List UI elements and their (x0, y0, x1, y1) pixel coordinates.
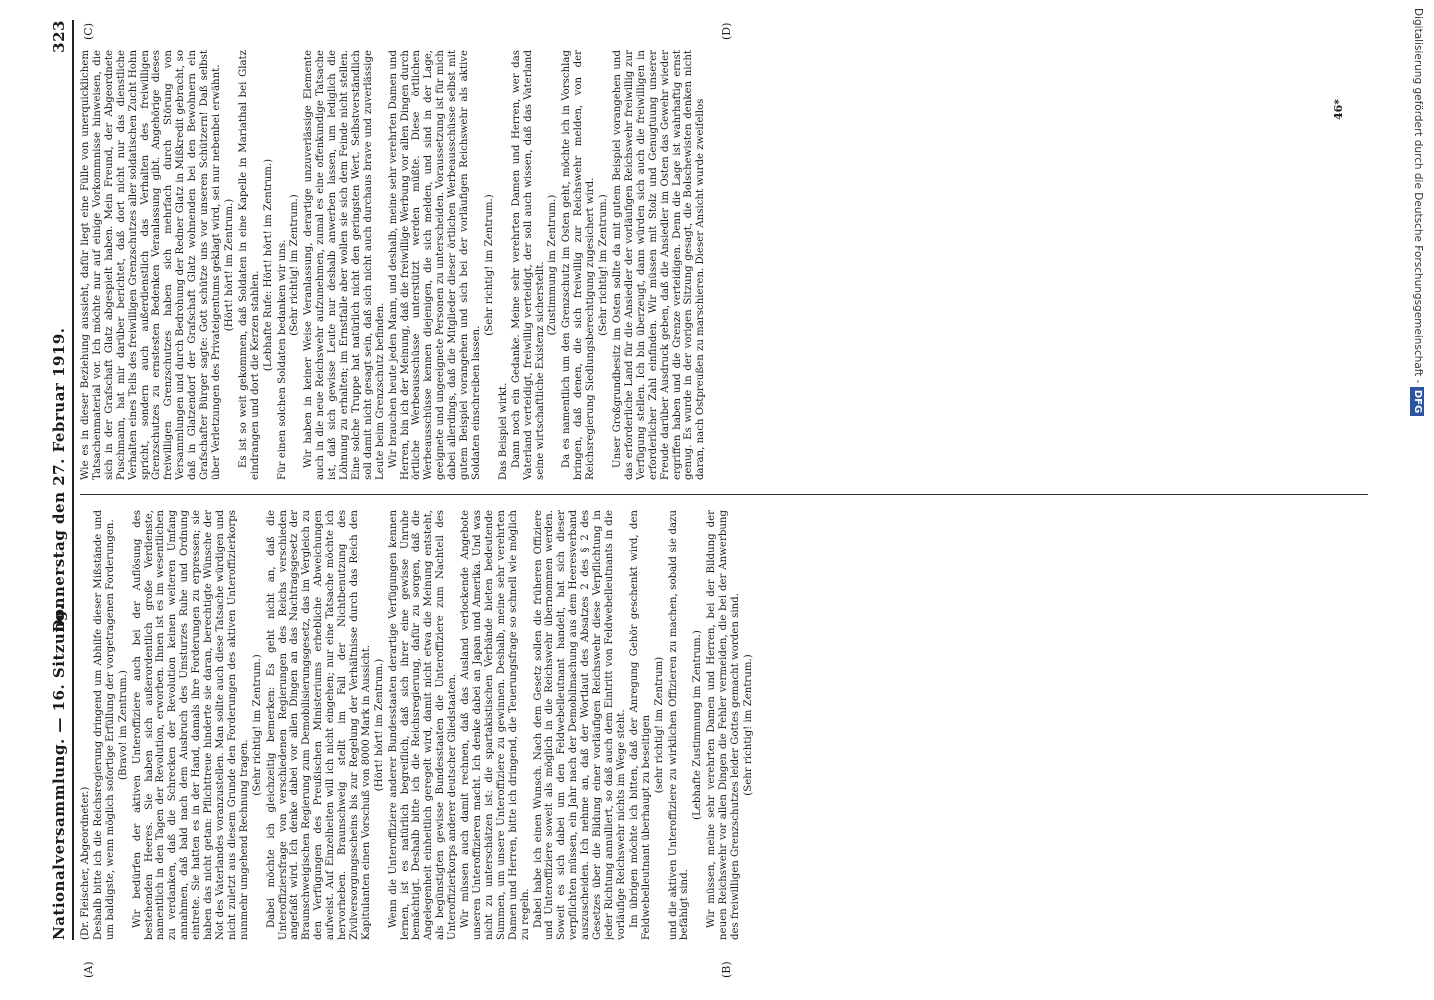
page-number: 323 (50, 20, 68, 53)
paragraph: Wir müssen auch damit rechnen, daß das Ausland verlockende Angebote unseren Unteroffizieren macht. Ich denke dabei an Japan und Amerika. Und was nicht zu unterschätzen ist: die spartakistischen Verbände bieten bedeutende Summen, um unsere Unteroffiziere zu gewinnen. Deshalb, meine sehr verehrten Damen und Herren, bitte ich dringend, die Teuerungsfrage so schnell wie möglich zu regeln. (460, 510, 531, 940)
interjection: (Zustimmung im Zentrum.) (547, 194, 559, 336)
interjection: (Sehr richtig! im Zentrum.) (483, 194, 495, 336)
stamp-text: Digitalisierung gefördert durch die Deutsche Forschungsgemeinschaft - (1412, 8, 1424, 384)
paragraph: (Dr. Fleischer, Abgeordneter.) (80, 786, 91, 940)
interjection: (Sehr richtig! im Zentrum.) (598, 194, 610, 336)
paragraph: Im übrigen möchte ich bitten, daß der Anregung Gehör geschenkt wird, den Feldwebelleutnant überhaupt zu beseitigen (628, 510, 652, 940)
paragraph: Dabei habe ich einen Wunsch. Nach dem Gesetz sollen die früheren Offiziere und Unteroffiziere soweit als möglich in die Reichswehr übernommen werden. Soweit es sich dabei um den Feldwebelleutnant handelt, hat sich dieser verpflichten müssen, ein Jahr nach der Demobilmachung aus dem Heeresverband auszuscheiden. Ich nehme an, daß der Wortlaut des Absatzes 2 des § 2 des Gesetzes über die Bildung einer vorläufigen Reichswehr diese Verpflichtung in jeder Richtung annulliert, so daß auch dem Eintritt von Feldwebelleutnants in die vorläufige Reichswehr nichts im Wege steht. (532, 510, 627, 940)
interjection: (Lebhafte Zustimmung im Zentrum.) (692, 630, 704, 820)
paragraph: Unser Großgrundbesitz im Osten sollte da mit gutem Beispiel vorangehen und das erforderliche Land für die Ansiedler der vorläufigen Reichswehr freiwillig zur Verfügung stellen. Ich bin überzeugt, dann würden sich auch die freiwilligen in erforderlicher Zahl einfinden. Wir müssen mit Stolz und Genugtuung unserer Freude darüber Ausdruck geben, daß die Ansiedler im Osten das Gewehr wieder ergriffen haben und die Grenze verteidigen. Denn die Lage ist wahrhaftig ernst genug. Es wurde in der vorigen Sitzung gesagt, die Bolschewisten denken nicht daran, nach Ostpreußen zu marschieren. Dieser Ansicht wurde zweifellos (611, 50, 707, 480)
margin-marker-a: (A) (82, 961, 95, 978)
digitization-stamp (1405, 8, 1431, 996)
paragraph: Es ist so weit gekommen, daß Soldaten in eine Kapelle in Mariathal bei Glatz eindrangen und dort die Kerzen stahlen. (237, 50, 261, 480)
page-header (50, 20, 74, 940)
interjection: (Hört! hört! im Zentrum.) (223, 198, 235, 332)
paragraph: Wie es in dieser Beziehung aussieht, dafür liegt eine Fülle von unerquicklichem Tatsachenmaterial vor. Ich möchte nur auf einige Vorkommnisse hinweisen, die sich in der Grafschaft Glatz abgespielt haben. Mein Freund, der Abgeordnete Puschmann, hat mir darüber berichtet, daß dort nicht nur das dienstliche Verhalten eines Teils des freiwilligen Grenzschutzes aller soldatischen Zucht Hohn spricht, sondern auch außerdienstlich das Verhalten des freiwilligen Grenzschutzes zu ernstesten Bedenken Veranlassung gibt. Angehörige dieses freiwilligen Grenzschutzes haben sich mehrfach durch Störung von Versammlungen und durch Bedrohung der Redner Glatz in Mißkredit gebracht, so daß in Glatzendorf der Grafschaft Glatz wohnenden bei den Bewohnern ein Grafschafter Bürger sagte: Gott schütze uns vor unseren Schützern! Daß selbst über Verletzungen des Privateigentums geklagt wird, sei nur nebenbei erwähnt. (80, 50, 222, 480)
paragraph: und die aktiven Unteroffiziere zu wirklichen Offizieren zu machen, sobald sie dazu befähigt sind. (667, 510, 691, 940)
header-date: Donnerstag den 27. Februar 1919. (50, 327, 68, 633)
paragraph: Wir haben in keiner Weise Veranlassung, derartige unzuverlässige Elemente auch in die neue Reichswehr aufzunehmen, zumal es eine offenkundige Tatsache ist, daß sich gewisse Leute nur deshalb anwerben lassen, um lediglich die Löhnung zu erhalten; im Ernstfalle aber wollen sie sich dem Feinde nicht stellen. Eine solche Truppe hat natürlich nicht den geringsten Wert. Selbstverständlich soll damit nicht gesagt sein, daß sich nicht auch durchaus brave und zuverlässige Leute beim Grenzschutz befinden. (303, 50, 386, 480)
paragraph: Wenn die Unteroffiziere anderer Bundesstaaten derartige Verfügungen kennen lernen, ist es natürlich begreiflich, daß sich ihrer eine gewisse Unruhe bemächtigt. Deshalb bitte ich die Reichsregierung, dafür zu sorgen, daß die Angelegenheit einheitlich geregelt wird, damit nicht etwa die Meinung entsteht, als begünstigten gewisse Bundesstaaten die Unteroffiziere zum Nachteil des Unteroffizierkorps anderer deutscher Gliedstaaten. (387, 510, 459, 940)
signature-mark: 46* (1332, 98, 1345, 120)
paragraph: Für einen solchen Soldaten bedanken wir uns. (276, 239, 288, 480)
interjection: (Lebhafte Rufe: Hört! hört! im Zentrum.) (262, 158, 274, 372)
interjection: (Sehr richtig! im Zentrum.) (289, 194, 301, 336)
interjection: (Sehr richtig! im Zentrum.) (742, 654, 754, 796)
left-column (80, 510, 1370, 940)
header-left: Nationalversammlung. — 16. Sitzung. (50, 604, 68, 940)
paragraph: Dann noch ein Gedanke. Meine sehr verehrten Damen und Herren, wer das Vaterland verteidigt, freiwillig verteidigt, der soll auch wissen, daß das Vaterland seine wirtschaftliche Existenz sicherstellt. (510, 50, 546, 480)
dfg-logo: DFG (1410, 387, 1424, 416)
interjection: (Hört! hört! im Zentrum.) (373, 658, 385, 792)
paragraph: Da es namentlich um den Grenzschutz im Osten geht, möchte ich in Vorschlag bringen, daß denen, die sich freiwillig zur Reichswehr melden, von der Reichsregierung Siedlungsberechtigung zugesichert wird. (561, 50, 597, 480)
margin-marker-b: (B) (720, 961, 733, 978)
interjection: (sehr richtig! im Zentrum) (653, 656, 665, 794)
paragraph: Wir müssen, meine sehr verehrten Damen und Herren, bei der Bildung der neuen Reichswehr vor allen Dingen die Fehler vermeiden, die bei der Anwerbung des freiwilligen Grenzschutzes leider Gottes gemacht worden sind. (706, 510, 742, 940)
paragraph: Das Beispiel wirkt. (497, 382, 509, 480)
interjection: (Bravo! im Zentrum.) (117, 670, 129, 780)
column-divider (80, 494, 1368, 495)
margin-marker-d: (D) (720, 22, 733, 40)
paragraph: Deshalb bitte ich die Reichsregierung dringend um Abhilfe dieser Mißstände und um baldigste, wenn möglich sofortige Erfüllung der vorgetragenen Forderungen. (92, 510, 116, 940)
interjection: (Sehr richtig! im Zentrum.) (251, 654, 263, 796)
paragraph: Wir brauchen heute jeden Mann, und deshalb, meine sehr verehrten Damen und Herren, bin ich der Meinung, daß die freiwillige Werbung vor allen Dingen durch örtliche Werbeausschüsse unterstützt werden müßte. Diese örtlichen Werbeausschüsse kennen diejenigen, die sich melden, und sind in der Lage, geeignete und ungeeignete Personen zu unterscheiden. Voraussetzung ist für mich dabei allerdings, daß die Mitglieder dieser örtlichen Werbeausschüsse selbst mit gutem Beispiel vorangehen und sich bei der vorläufigen Reichswehr als aktive Soldaten einschreiben lassen. (387, 50, 482, 480)
margin-marker-c: (C) (82, 23, 95, 40)
right-column (80, 50, 1370, 480)
paragraph: Dabei möchte ich gleichzeitig bemerken: Es geht nicht an, daß die Unteroffiziersfrage von verschiedenen Regierungen des Reichs verschieden angefaßt wird. Ich denke dabei vor allen Dingen an das Nachtragsgesetz der Braunschweigischen Regierung zum Demobilisierungsgesetz, das im Vergleich zu den Verfügungen des Preußischen Ministeriums erhebliche Abweichungen aufweist. Auf Einzelheiten will ich nicht eingehen; nur eine Tatsache möchte ich hervorheben. Braunschweig stellt im Fall der Nichtbenutzung des Zivilversorgungsscheins bis zur Regelung der Verhältnisse durch das Reich den Kapitulanten einen Vorschuß von 8000 Mark in Aussicht. (265, 510, 372, 940)
paragraph: Wir bedürfen der aktiven Unteroffiziere auch bei der Auflösung des bestehenden Heeres. Sie haben sich außerordentlich große Verdienste, namentlich in den Tagen der Revolution, erworben. Ihnen ist es im wesentlichen zu verdanken, daß die Schrecken der Revolution keinen weiteren Umfang annahmen, daß bald nach dem Ausbruch des Umsturzes Ruhe und Ordnung eintrete. Sie hatten es in der Hand, damals ihre Forderungen zu erpressen; sie haben das nicht getan: Pflichttreue hinderte sie daran, berechtigte Wünsche der Not des Vaterlandes voranzustellen. Man sollte auch diese Tatsache würdigen und nicht zuletzt aus diesem Grunde den Forderungen des aktiven Unteroffizierkorps nunmehr umgehend Rechnung tragen. (131, 510, 250, 940)
